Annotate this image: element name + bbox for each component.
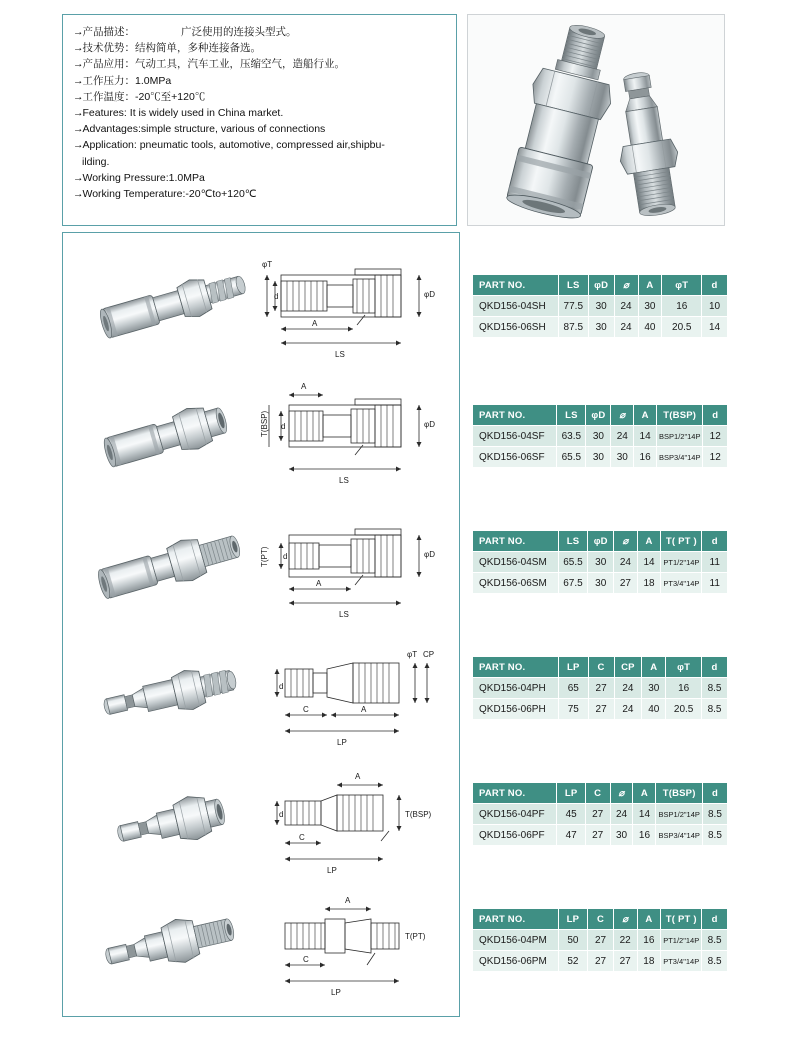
col-lp: LP [558,909,588,930]
drawing-label: d [283,552,288,561]
drawing-label: T(BSP) [260,410,269,437]
cell-phid: 30 [588,317,614,338]
product-photo-sh [77,239,257,369]
cell-thread: 24 [611,426,634,447]
product-row-sm [63,499,461,629]
spec-line [73,154,446,170]
cell-t-bsp: BSP3/4"14P [656,825,702,846]
col-thread: ⌀ [613,909,637,930]
drawing-label: φD [424,550,435,559]
col-part-no: PART NO. [473,783,557,804]
table-row [473,296,728,317]
col-thread: ⌀ [611,405,634,426]
col-c: C [588,657,614,678]
cell-d: 8.5 [702,930,728,951]
spec-label: Advantages: [82,123,141,136]
cell-part-no: QKD156-04SM [473,552,559,573]
spec-value: -20℃to+120℃ [185,188,257,201]
header-section [62,14,728,226]
col-thread: ⌀ [614,275,638,296]
cell-part-no: QKD156-06PH [473,699,559,720]
cell-lp: 50 [558,930,588,951]
table-header-row [473,531,728,552]
drawing-label: LS [339,610,349,619]
technical-drawing-sh [259,239,459,369]
cell-lp: 47 [557,825,585,846]
cell-part-no: QKD156-06PF [473,825,557,846]
product-photo [467,14,725,226]
cell-t-bsp: BSP1/2"14P [656,804,702,825]
spec-label: 产品描述： [82,26,135,38]
cell-thread: 30 [610,825,633,846]
cell-ls: 87.5 [558,317,588,338]
col-d: d [702,909,728,930]
cell-part-no: QKD156-06SH [473,317,559,338]
spec-value: 广泛使用的连接头型式。 [181,26,297,38]
cell-d: 11 [702,552,728,573]
col-t-bsp: T(BSP) [656,783,702,804]
drawing-label: d [279,810,284,819]
cell-a: 18 [637,951,661,972]
cell-thread: 24 [614,296,638,317]
product-row-sf [63,369,461,499]
col-ls: LS [557,405,586,426]
cell-d: 12 [703,447,728,468]
product-table-section [62,232,728,1017]
col-cp: CP [614,657,642,678]
spec-value: It is widely used in China market. [126,107,284,120]
table-row [473,825,728,846]
cell-t-pt: PT1/2"14P [661,552,702,573]
drawing-label: φD [424,420,435,429]
col-ls: LS [558,531,588,552]
cell-thread: 27 [614,573,638,594]
spec-label: 产品应用： [82,58,135,71]
table-row [473,930,728,951]
arrow-icon: → [73,107,83,120]
cell-d: 10 [702,296,728,317]
technical-drawing-sm [259,499,459,629]
table-header-row [473,657,728,678]
spec-line [73,121,446,137]
cell-d: 12 [703,426,728,447]
spec-table-pm [472,908,728,972]
cell-ls: 63.5 [557,426,586,447]
arrow-icon: → [73,139,83,152]
drawing-label: A [361,705,367,714]
spec-line [73,170,446,186]
arrow-icon: → [73,26,83,38]
table-row [473,317,728,338]
spec-label: 技术优势： [82,42,135,55]
table-header-row [473,909,728,930]
technical-drawing-pf [259,759,459,889]
col-phit: φT [666,657,702,678]
arrow-icon: → [73,58,83,71]
cell-d: 8.5 [702,951,728,972]
cell-a: 30 [642,678,666,699]
specification-box [62,14,457,226]
product-row-ph [63,629,461,759]
col-phid: φD [588,275,614,296]
cell-c: 27 [588,699,614,720]
drawing-label: LS [335,350,345,359]
col-lp: LP [557,783,585,804]
col-thread: ⌀ [610,783,633,804]
spec-value: 结构简单，多种连接备选。 [135,42,261,55]
table-row [473,951,728,972]
col-part-no: PART NO. [473,275,559,296]
product-photo-pm [77,885,257,1015]
drawing-label: d [281,422,286,431]
cell-phit: 20.5 [666,699,702,720]
drawing-label: φT [262,260,273,269]
col-thread: ⌀ [614,531,638,552]
cell-a: 30 [638,296,662,317]
drawings-frame [62,232,460,1017]
cell-ls: 67.5 [558,573,588,594]
cell-d: 8.5 [702,699,728,720]
spec-label: Application: [82,139,137,152]
table-header-row [473,783,728,804]
coupling-photo-illustration [468,15,725,226]
drawing-label: C [303,955,309,964]
table-row [473,447,728,468]
cell-thread: 27 [613,951,637,972]
cell-c: 27 [585,804,610,825]
drawing-label: d [274,292,279,301]
cell-phid: 30 [588,552,614,573]
cell-t-bsp: BSP1/2"14P [657,426,703,447]
col-part-no: PART NO. [473,531,559,552]
drawing-label: A [316,579,322,588]
product-photo-pf [77,759,257,889]
spec-line [73,56,446,72]
col-t-pt: T( PT ) [661,531,702,552]
cell-phit: 16 [666,678,702,699]
technical-drawing-sf [259,369,459,499]
product-photo-ph [77,629,257,759]
col-c: C [585,783,610,804]
drawing-label: φT [407,650,418,659]
cell-c: 27 [588,951,614,972]
table-row [473,678,728,699]
cell-c: 27 [588,930,614,951]
spec-value: 气动工具，汽车工业，压缩空气，造船行业。 [135,58,345,71]
table-header-row [473,405,728,426]
spec-line [73,105,446,121]
spec-label: 工作温度： [82,90,135,103]
spec-line [73,186,446,202]
drawing-label: LP [331,988,341,997]
arrow-icon: → [73,123,83,136]
spec-label: 工作压力： [82,74,135,87]
spec-line [73,89,446,105]
arrow-icon: → [73,90,83,103]
cell-d: 8.5 [702,804,727,825]
col-part-no: PART NO. [473,909,559,930]
cell-c: 27 [588,678,614,699]
cell-part-no: QKD156-04PH [473,678,559,699]
cell-phit: 16 [662,296,702,317]
col-d: d [702,275,728,296]
drawing-label: A [345,896,351,905]
spec-table-sf [472,404,728,468]
cell-a: 14 [637,552,661,573]
cell-cp: 24 [614,699,642,720]
product-photo-sf [77,369,257,499]
spec-value: -20℃至+120℃ [135,90,206,103]
drawing-label: d [279,682,284,691]
cell-part-no: QKD156-06PM [473,951,559,972]
cell-d: 11 [702,573,728,594]
spec-value: ilding. [82,155,110,168]
col-a: A [634,405,657,426]
technical-drawing-pm [259,885,459,1015]
spec-line [73,24,446,40]
table-row [473,552,728,573]
cell-phid: 30 [588,573,614,594]
col-t-pt: T( PT ) [661,909,702,930]
table-row [473,699,728,720]
spec-value: 1.0MPa [168,171,205,184]
cell-t-pt: PT1/2"14P [661,930,702,951]
spec-line [73,73,446,89]
drawing-label: A [301,382,307,391]
cell-lp: 45 [557,804,585,825]
spec-table-pf [472,782,728,846]
col-lp: LP [558,657,588,678]
cell-ls: 65.5 [558,552,588,573]
spec-table-ph [472,656,728,720]
drawing-label: C [299,833,305,842]
cell-d: 8.5 [702,825,727,846]
col-part-no: PART NO. [473,405,557,426]
product-photo-sm [77,499,257,629]
technical-drawing-ph [259,629,459,759]
table-row [473,573,728,594]
drawing-label: CP [423,650,435,659]
cell-a: 16 [633,825,656,846]
drawing-label: T(BSP) [405,810,432,819]
spec-table-sh [472,274,728,338]
cell-d: 14 [702,317,728,338]
col-ls: LS [558,275,588,296]
drawing-label: LP [327,866,337,875]
col-t-bsp: T(BSP) [657,405,703,426]
product-row-pm [63,885,461,1015]
cell-thread: 24 [614,552,638,573]
cell-part-no: QKD156-04SF [473,426,557,447]
col-phid: φD [588,531,614,552]
cell-phid: 30 [586,447,611,468]
col-d: d [702,783,727,804]
table-header-row [473,275,728,296]
col-a: A [637,531,661,552]
spec-value: 1.0MPa [135,74,172,87]
cell-t-pt: PT3/4"14P [661,573,702,594]
cell-lp: 75 [558,699,588,720]
product-row-pf [63,759,461,889]
cell-phid: 30 [588,296,614,317]
col-a: A [642,657,666,678]
cell-a: 14 [633,804,656,825]
spec-table-sm [472,530,728,594]
cell-a: 40 [642,699,666,720]
spec-value: simple structure, various of connections [140,123,326,136]
arrow-icon: → [73,74,83,87]
arrow-icon: → [73,42,83,55]
col-part-no: PART NO. [473,657,559,678]
col-d: d [702,657,728,678]
spec-line [73,137,446,153]
drawing-label: T(PT) [405,932,426,941]
table-row [473,804,728,825]
col-a: A [638,275,662,296]
spec-label: Working Temperature: [82,188,186,201]
cell-part-no: QKD156-04SH [473,296,559,317]
drawing-label: LS [339,476,349,485]
product-row-sh [63,239,461,369]
col-c: C [588,909,614,930]
cell-thread: 22 [613,930,637,951]
cell-part-no: QKD156-04PM [473,930,559,951]
col-d: d [702,531,728,552]
drawing-label: C [303,705,309,714]
col-a: A [633,783,656,804]
cell-lp: 65 [558,678,588,699]
cell-part-no: QKD156-06SF [473,447,557,468]
table-row [473,426,728,447]
cell-thread: 24 [610,804,633,825]
arrow-icon: → [73,171,83,184]
cell-ls: 77.5 [558,296,588,317]
cell-a: 16 [637,930,661,951]
cell-a: 16 [634,447,657,468]
col-phid: φD [586,405,611,426]
drawing-label: φD [424,290,435,299]
cell-thread: 30 [611,447,634,468]
col-d: d [703,405,728,426]
cell-phid: 30 [586,426,611,447]
spec-line [73,40,446,56]
cell-part-no: QKD156-04PF [473,804,557,825]
drawing-label: T(PT) [260,546,269,567]
cell-d: 8.5 [702,678,728,699]
spec-value: pneumatic tools, automotive, compressed air,shipbu- [136,139,385,152]
cell-a: 40 [638,317,662,338]
col-a: A [637,909,661,930]
cell-thread: 24 [614,317,638,338]
cell-t-pt: PT3/4"14P [661,951,702,972]
drawing-label: A [312,319,318,328]
col-phit: φT [662,275,702,296]
cell-ls: 65.5 [557,447,586,468]
cell-t-bsp: BSP3/4"14P [657,447,703,468]
drawing-label: LP [337,738,347,747]
cell-phit: 20.5 [662,317,702,338]
cell-a: 14 [634,426,657,447]
arrow-icon: → [73,188,83,201]
cell-c: 27 [585,825,610,846]
cell-a: 18 [637,573,661,594]
drawing-label: A [355,772,361,781]
cell-cp: 24 [614,678,642,699]
spec-label: Features: [82,107,127,120]
spec-label: Working Pressure: [82,171,169,184]
cell-part-no: QKD156-06SM [473,573,559,594]
cell-lp: 52 [558,951,588,972]
